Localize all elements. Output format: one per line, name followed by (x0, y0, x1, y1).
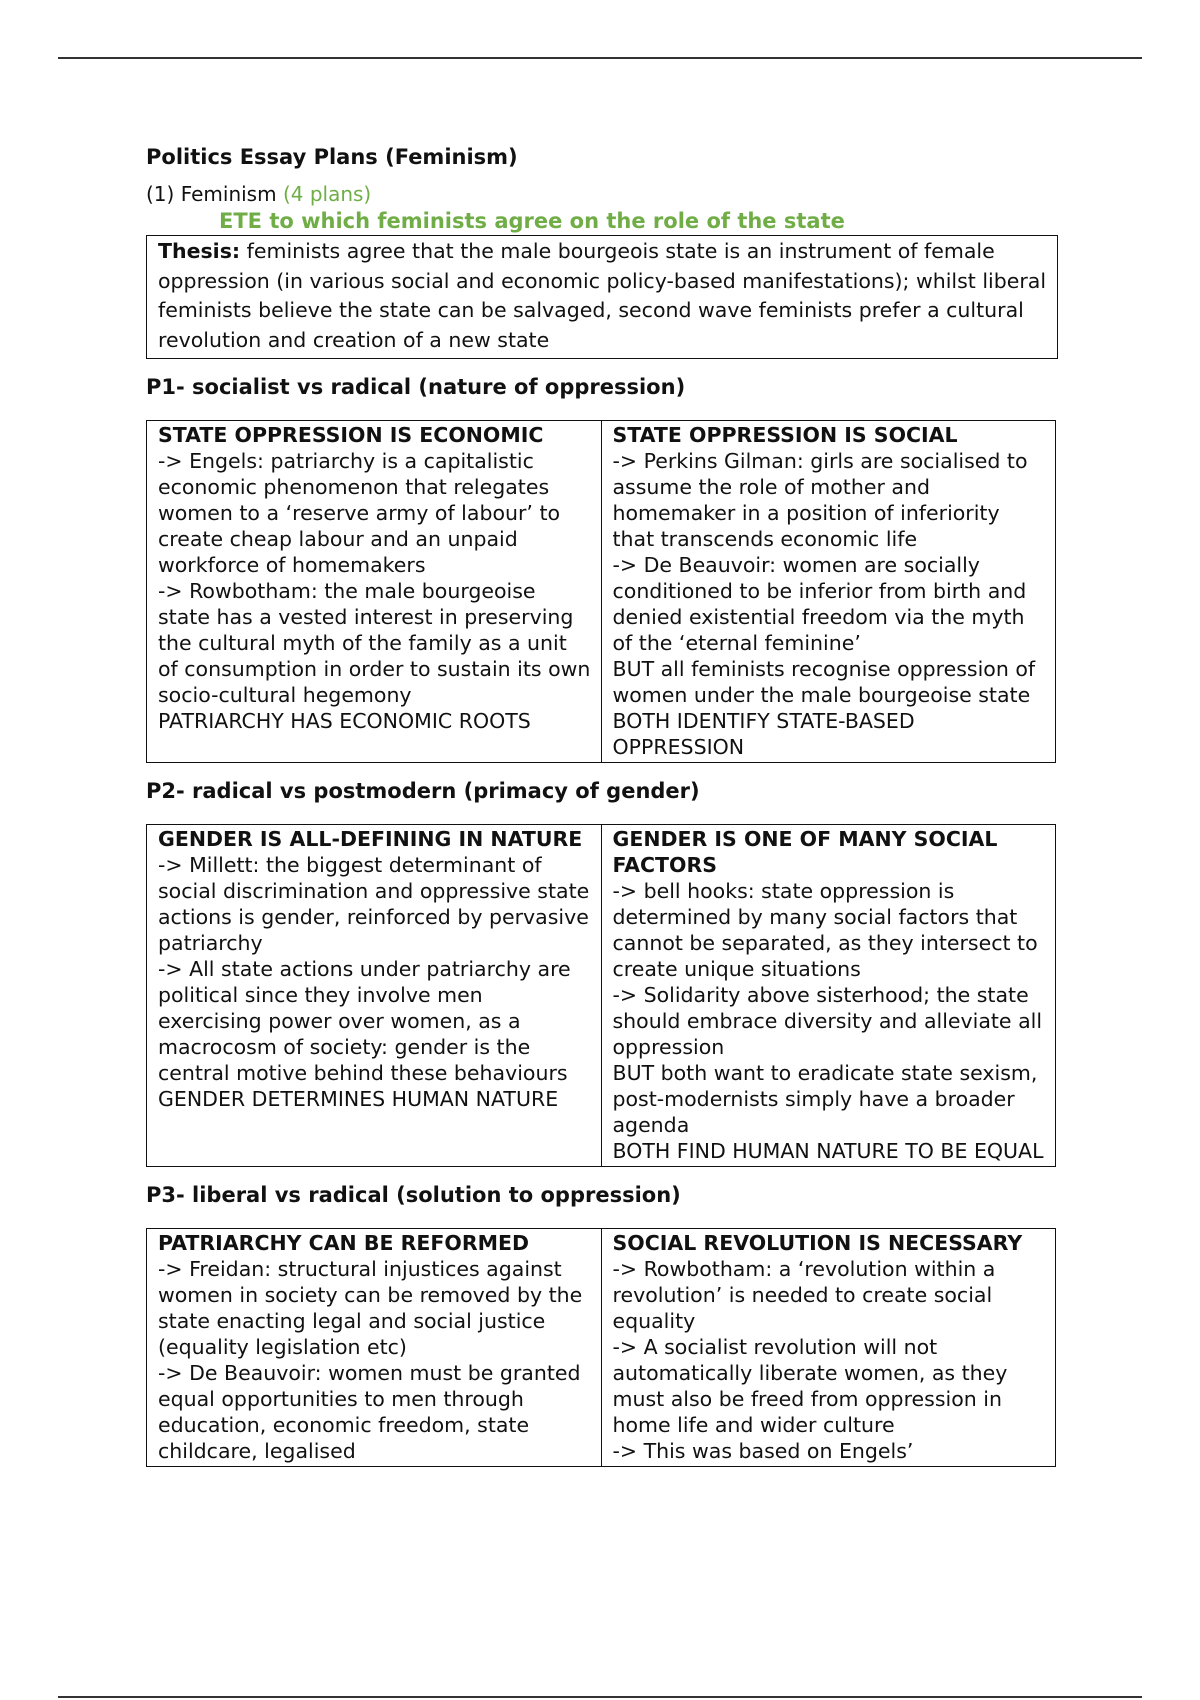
paragraph-heading-p3: P3- liberal vs radical (solution to oppression) (146, 1183, 681, 1207)
thesis-label: Thesis: (158, 239, 241, 263)
point-line: -> A socialist revolution will not automatically liberate women, as they must also be freed from oppression in home life and wider culture (612, 1335, 1008, 1437)
point-line: -> Engels: patriarchy is a capitalistic economic phenomenon that relegates women to a ‘reserve army of labour’ to create cheap labour and an unpaid workforce of homemakers (158, 449, 561, 577)
comparison-table-p3 (146, 1228, 1056, 1467)
point-line: -> This was based on Engels’ (612, 1439, 914, 1463)
point-line: BUT both want to eradicate state sexism, post-modernists simply have a broader agenda (612, 1061, 1038, 1137)
point-line: -> bell hooks: state oppression is determined by many social factors that cannot be separated, as they intersect to create unique situations (612, 879, 1038, 981)
column-title: SOCIAL REVOLUTION IS NECESSARY (612, 1231, 1023, 1255)
point-line: BUT all feminists recognise oppression of women under the male bourgeoise state (612, 657, 1036, 707)
comparison-table-p2 (146, 824, 1056, 1167)
comparison-left-p2 (147, 825, 602, 1167)
point-line: GENDER DETERMINES HUMAN NATURE (158, 1087, 559, 1111)
thesis-text: feminists agree that the male bourgeois state is an instrument of female oppression (in various social and economic policy-based manifestations); whilst liberal feminists believe the state can be salvaged, second wave feminists prefer a cultural revolution and creation of a new state (158, 239, 1047, 352)
column-title: STATE OPPRESSION IS SOCIAL (612, 423, 958, 447)
point-line: -> De Beauvoir: women are socially conditioned to be inferior from birth and denied existential freedom via the myth of the ‘eternal feminine’ (612, 553, 1027, 655)
comparison-right-p1 (601, 421, 1056, 763)
point-line: -> Solidarity above sisterhood; the state should embrace diversity and alleviate all oppression (612, 983, 1043, 1059)
top-rule (58, 57, 1142, 59)
point-line: -> De Beauvoir: women must be granted equal opportunities to men through education, economic freedom, state childcare, legalised (158, 1361, 581, 1463)
section-label: (1) Feminism (146, 182, 277, 206)
point-line: BOTH FIND HUMAN NATURE TO BE EQUAL (612, 1139, 1044, 1163)
comparison-right-p2 (601, 825, 1056, 1167)
section-plan-count: (4 plans) (282, 182, 372, 206)
section-header (146, 181, 1058, 207)
comparison-left-p1 (147, 421, 602, 763)
point-line: PATRIARCHY HAS ECONOMIC ROOTS (158, 709, 531, 733)
point-line: -> Perkins Gilman: girls are socialised to assume the role of mother and homemaker in a position of inferiority that transcends economic life (612, 449, 1028, 551)
column-title: STATE OPPRESSION IS ECONOMIC (158, 423, 544, 447)
point-line: -> Rowbotham: the male bourgeoise state has a vested interest in preserving the cultural myth of the family as a unit of consumption in order to sustain its own socio-cultural hegemony (158, 579, 591, 707)
point-line: BOTH IDENTIFY STATE-BASED OPPRESSION (612, 709, 915, 759)
document-body (146, 142, 1058, 1467)
column-title: GENDER IS ONE OF MANY SOCIAL FACTORS (612, 827, 998, 877)
paragraph-heading-p1: P1- socialist vs radical (nature of oppression) (146, 375, 686, 399)
point-line: -> Rowbotham: a ‘revolution within a revolution’ is needed to create social equality (612, 1257, 996, 1333)
document-title: Politics Essay Plans (Feminism) (146, 145, 518, 169)
point-line: -> Millett: the biggest determinant of social discrimination and oppressive state actions is gender, reinforced by pervasive patriarchy (158, 853, 590, 955)
essay-question: ETE to which feminists agree on the role of the state (219, 209, 845, 233)
column-title: GENDER IS ALL-DEFINING IN NATURE (158, 827, 583, 851)
comparison-right-p3 (601, 1229, 1056, 1467)
point-line: -> Freidan: structural injustices against women in society can be removed by the state enacting legal and social justice (equality legislation etc) (158, 1257, 583, 1359)
point-line: -> All state actions under patriarchy are political since they involve men exercising power over women, as a macrocosm of society: gender is the central motive behind these behaviours (158, 957, 571, 1085)
bottom-rule (58, 1696, 1142, 1698)
comparison-table-p1 (146, 420, 1056, 763)
column-title: PATRIARCHY CAN BE REFORMED (158, 1231, 530, 1255)
comparison-left-p3 (147, 1229, 602, 1467)
thesis-box (146, 235, 1058, 359)
paragraph-heading-p2: P2- radical vs postmodern (primacy of gender) (146, 779, 700, 803)
